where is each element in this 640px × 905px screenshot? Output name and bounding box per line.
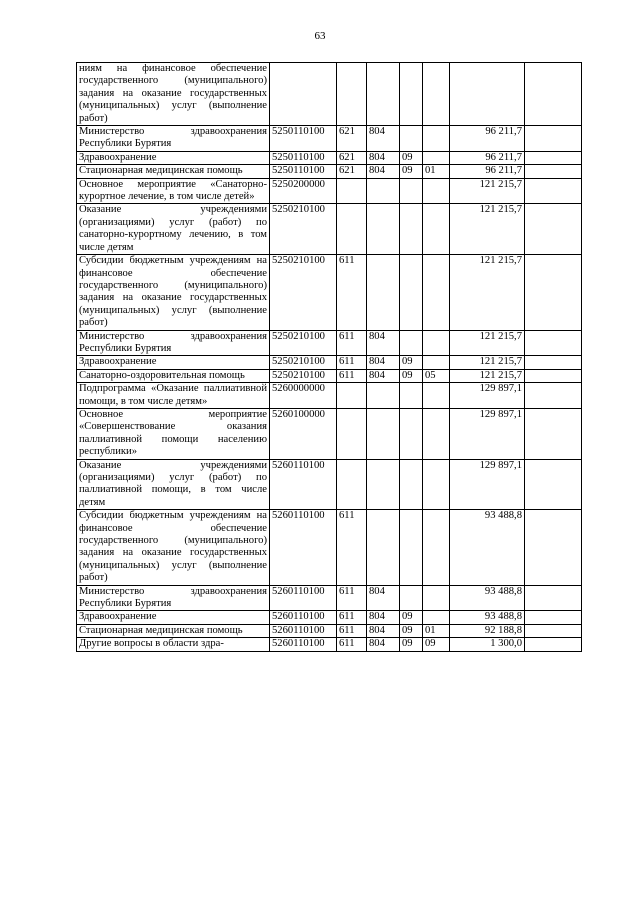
budget-table	[76, 62, 582, 652]
row-section	[400, 459, 423, 510]
row-amount: 96 211,7	[450, 126, 525, 152]
row-description: Стационарная медицинская помощь	[77, 165, 270, 178]
row-expense-type	[337, 178, 367, 204]
row-target-code: 5250210100	[270, 204, 337, 255]
row-amount: 93 488,8	[450, 510, 525, 585]
row-extra	[525, 126, 582, 152]
table-row	[77, 330, 582, 356]
table-row	[77, 63, 582, 126]
row-target-code: 5250110100	[270, 165, 337, 178]
row-target-code: 5250110100	[270, 126, 337, 152]
row-description: Санаторно-оздоровительная помощь	[77, 369, 270, 382]
row-target-code: 5250210100	[270, 369, 337, 382]
row-amount: 121 215,7	[450, 330, 525, 356]
row-subsection	[423, 356, 450, 369]
row-ministry-code	[367, 510, 400, 585]
row-expense-type: 611	[337, 255, 367, 330]
row-ministry-code: 804	[367, 165, 400, 178]
table-row	[77, 638, 582, 651]
row-description: Министерство здравоохранения Республики Бурятия	[77, 330, 270, 356]
row-expense-type: 611	[337, 356, 367, 369]
row-extra	[525, 585, 582, 611]
row-extra	[525, 510, 582, 585]
row-ministry-code: 804	[367, 624, 400, 637]
row-ministry-code: 804	[367, 585, 400, 611]
row-subsection	[423, 408, 450, 459]
row-amount: 121 215,7	[450, 369, 525, 382]
table-row	[77, 459, 582, 510]
row-subsection	[423, 585, 450, 611]
row-section	[400, 585, 423, 611]
row-ministry-code	[367, 408, 400, 459]
row-target-code: 5260000000	[270, 383, 337, 409]
row-amount: 129 897,1	[450, 408, 525, 459]
row-target-code: 5250210100	[270, 356, 337, 369]
table-row	[77, 178, 582, 204]
row-extra	[525, 383, 582, 409]
row-target-code: 5260110100	[270, 459, 337, 510]
row-target-code: 5250110100	[270, 151, 337, 164]
row-amount: 1 300,0	[450, 638, 525, 651]
row-extra	[525, 63, 582, 126]
row-section: 09	[400, 165, 423, 178]
page-number: 63	[314, 30, 326, 42]
row-expense-type: 611	[337, 585, 367, 611]
row-section	[400, 408, 423, 459]
row-description: Здравоохранение	[77, 151, 270, 164]
row-subsection	[423, 611, 450, 624]
row-expense-type: 611	[337, 369, 367, 382]
row-subsection	[423, 330, 450, 356]
table-row	[77, 255, 582, 330]
table-row	[77, 510, 582, 585]
row-subsection	[423, 126, 450, 152]
row-amount: 96 211,7	[450, 151, 525, 164]
row-extra	[525, 638, 582, 651]
row-ministry-code	[367, 459, 400, 510]
row-extra	[525, 255, 582, 330]
row-description: Стационарная медицинская помощь	[77, 624, 270, 637]
row-expense-type	[337, 459, 367, 510]
row-amount: 93 488,8	[450, 611, 525, 624]
row-description: Министерство здравоохранения Республики Бурятия	[77, 126, 270, 152]
row-section	[400, 383, 423, 409]
row-amount: 96 211,7	[450, 165, 525, 178]
row-target-code: 5260110100	[270, 510, 337, 585]
row-ministry-code	[367, 383, 400, 409]
row-target-code: 5250210100	[270, 255, 337, 330]
row-ministry-code	[367, 255, 400, 330]
row-subsection	[423, 204, 450, 255]
row-target-code: 5250200000	[270, 178, 337, 204]
row-target-code: 5260110100	[270, 611, 337, 624]
table-row	[77, 126, 582, 152]
row-description: Подпрограмма «Оказание паллиативной помощи, в том числе детям»	[77, 383, 270, 409]
row-amount: 129 897,1	[450, 383, 525, 409]
row-description: Основное мероприятие «Совершенствование оказания паллиативной помощи населению республики»	[77, 408, 270, 459]
row-section	[400, 126, 423, 152]
row-section	[400, 330, 423, 356]
row-description: Субсидии бюджетным учреждениям на финансовое обеспечение государственного (муниципального) задания на оказание государственных (муниципальных) услуг (выполнение работ)	[77, 510, 270, 585]
row-description: Министерство здравоохранения Республики Бурятия	[77, 585, 270, 611]
row-amount: 121 215,7	[450, 255, 525, 330]
row-extra	[525, 165, 582, 178]
table-row	[77, 585, 582, 611]
row-subsection	[423, 383, 450, 409]
row-amount: 93 488,8	[450, 585, 525, 611]
row-amount: 121 215,7	[450, 356, 525, 369]
table-row	[77, 151, 582, 164]
table-row	[77, 165, 582, 178]
row-description: Здравоохранение	[77, 356, 270, 369]
row-extra	[525, 204, 582, 255]
row-section: 09	[400, 624, 423, 637]
row-target-code: 5260110100	[270, 638, 337, 651]
row-amount	[450, 63, 525, 126]
row-expense-type: 621	[337, 126, 367, 152]
row-section: 09	[400, 611, 423, 624]
row-description: Основное мероприятие «Санаторно-курортное лечение, в том числе детей»	[77, 178, 270, 204]
row-extra	[525, 459, 582, 510]
row-section: 09	[400, 356, 423, 369]
table-row	[77, 369, 582, 382]
row-subsection: 05	[423, 369, 450, 382]
row-section	[400, 204, 423, 255]
row-section: 09	[400, 151, 423, 164]
row-ministry-code: 804	[367, 151, 400, 164]
row-section: 09	[400, 638, 423, 651]
table-row	[77, 204, 582, 255]
row-ministry-code	[367, 178, 400, 204]
row-expense-type: 611	[337, 611, 367, 624]
row-description: ниям на финансовое обеспечение государственного (муниципального) задания на оказание государственных (муниципальных) услуг (выполнение работ)	[77, 63, 270, 126]
row-ministry-code: 804	[367, 330, 400, 356]
row-amount: 121 215,7	[450, 204, 525, 255]
row-extra	[525, 408, 582, 459]
row-subsection	[423, 255, 450, 330]
row-ministry-code: 804	[367, 611, 400, 624]
table-row	[77, 383, 582, 409]
row-description: Здравоохранение	[77, 611, 270, 624]
row-expense-type: 611	[337, 330, 367, 356]
row-amount: 129 897,1	[450, 459, 525, 510]
row-target-code: 5250210100	[270, 330, 337, 356]
row-target-code: 5260110100	[270, 585, 337, 611]
row-ministry-code	[367, 63, 400, 126]
row-description: Оказание учреждениями (организациями) услуг (работ) по паллиативной помощи, в том числе детям	[77, 459, 270, 510]
row-expense-type: 621	[337, 151, 367, 164]
row-amount: 121 215,7	[450, 178, 525, 204]
row-expense-type	[337, 63, 367, 126]
row-extra	[525, 178, 582, 204]
row-description: Оказание учреждениями (организациями) услуг (работ) по санаторно-курортному лечению, в том числе детям	[77, 204, 270, 255]
row-ministry-code: 804	[367, 126, 400, 152]
row-subsection: 09	[423, 638, 450, 651]
row-section	[400, 63, 423, 126]
row-extra	[525, 611, 582, 624]
row-expense-type	[337, 204, 367, 255]
row-description: Субсидии бюджетным учреждениям на финансовое обеспечение государственного (муниципального) задания на оказание государственных (муниципальных) услуг (выполнение работ)	[77, 255, 270, 330]
row-extra	[525, 624, 582, 637]
row-description: Другие вопросы в области здра-	[77, 638, 270, 651]
row-expense-type	[337, 408, 367, 459]
row-extra	[525, 330, 582, 356]
row-ministry-code	[367, 204, 400, 255]
row-extra	[525, 151, 582, 164]
table-row	[77, 356, 582, 369]
row-expense-type	[337, 383, 367, 409]
row-extra	[525, 369, 582, 382]
row-section	[400, 255, 423, 330]
row-subsection	[423, 178, 450, 204]
row-section: 09	[400, 369, 423, 382]
row-extra	[525, 356, 582, 369]
row-target-code: 5260110100	[270, 624, 337, 637]
row-subsection	[423, 151, 450, 164]
table-row	[77, 611, 582, 624]
row-subsection	[423, 459, 450, 510]
row-ministry-code: 804	[367, 638, 400, 651]
row-subsection: 01	[423, 165, 450, 178]
row-subsection	[423, 510, 450, 585]
row-expense-type: 611	[337, 638, 367, 651]
row-ministry-code: 804	[367, 369, 400, 382]
row-amount: 92 188,8	[450, 624, 525, 637]
row-section	[400, 178, 423, 204]
table-row	[77, 624, 582, 637]
budget-table-body	[77, 63, 582, 652]
table-row	[77, 408, 582, 459]
row-expense-type: 621	[337, 165, 367, 178]
row-section	[400, 510, 423, 585]
row-subsection: 01	[423, 624, 450, 637]
row-target-code	[270, 63, 337, 126]
row-ministry-code: 804	[367, 356, 400, 369]
row-target-code: 5260100000	[270, 408, 337, 459]
row-expense-type: 611	[337, 624, 367, 637]
row-subsection	[423, 63, 450, 126]
row-expense-type: 611	[337, 510, 367, 585]
